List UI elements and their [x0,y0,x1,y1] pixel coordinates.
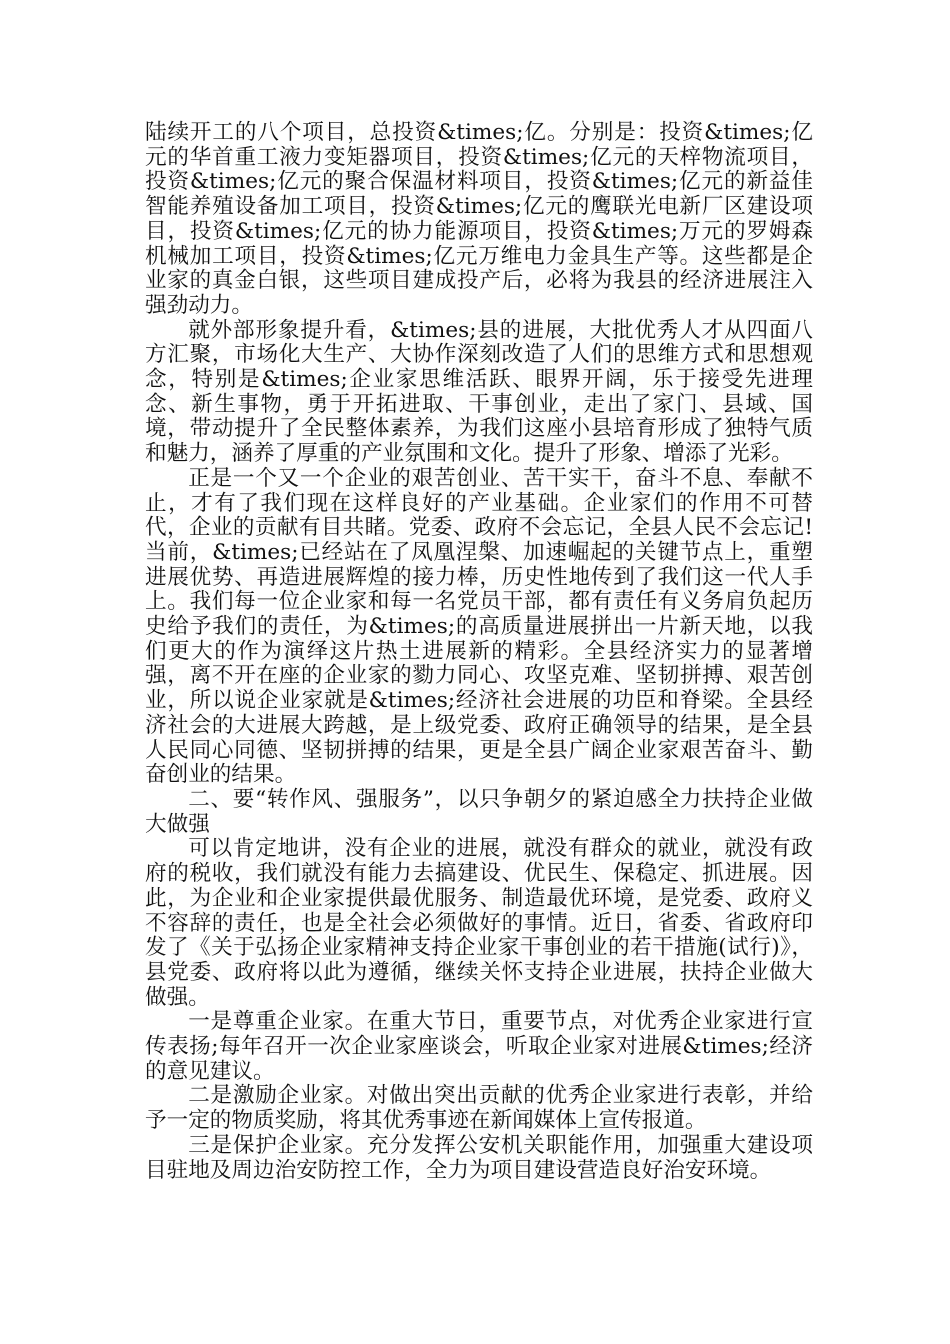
section-heading-improve-service: 二、要“转作风、强服务”，以只争朝夕的紧迫感全力扶持企业做大做强 [145,786,813,837]
paragraph-continuation: 陆续开工的八个项目，总投资&times;亿。分别是：投资&times;亿元的华首重工液力变矩器项目，投资&times;亿元的天梓物流项目，投资&times;亿元的聚合保温材料项目，投资&times;亿元的新益佳智能养殖设备加工项目，投资&times;亿元的鹰联光电新厂区建设项目，投资&times;亿元的协力能源项目，投资&times;万元的罗姆森机械加工项目，投资&times;亿元万维电力金具生产等。这些都是企业家的真金白银，这些项目建成投产后，必将为我县的经济进展注入强劲动力。 [145,120,813,318]
paragraph-external-image: 就外部形象提升看，&times;县的进展，大批优秀人才从四面八方汇聚，市场化大生产、大协作深刻改造了人们的思维方式和思想观念，特别是&times;企业家思维活跃、眼界开阔，乐于接受先进理念、新生事物，勇于开拓进取、干事创业，走出了家门、县域、国境，带动提升了全民整体素养，为我们这座小县培育形成了独特气质和魅力，涵养了厚重的产业氛围和文化。提升了形象、增添了光彩。 [145,317,813,467]
paragraph-entrepreneur-contribution: 正是一个又一个企业的艰苦创业、苦干实干，奋斗不息、奉献不止，才有了我们现在这样良好的产业基础。企业家们的作用不可替代，企业的贡献有目共睹。党委、政府不会忘记，全县人民不会忘记!当前，&times;已经站在了凤凰涅槃、加速崛起的关键节点上，重塑进展优势、再造进展辉煌的接力棒，历史性地传到了我们这一代人手上。我们每一位企业家和每一名党员干部，都有责任有义务肩负起历史给予我们的责任，为&times;的高质量进展拼出一片新天地，以我们更大的作为演绎这片热土进展新的精彩。全县经济实力的显著增强，离不开在座的企业家的勠力同心、攻坚克难、坚韧拼搏、艰苦创业，所以说企业家就是&times;经济社会进展的功臣和脊梁。全县经济社会的大进展大跨越，是上级党委、政府正确领导的结果，是全县人民同心同德、坚韧拼搏的结果，更是全县广阔企业家艰苦奋斗、勤奋创业的结果。 [145,465,813,788]
paragraph-encourage-entrepreneurs: 二是激励企业家。对做出突出贡献的优秀企业家进行表彰，并给予一定的物质奖励，将其优秀事迹在新闻媒体上宣传报道。 [145,1083,813,1134]
paragraph-respect-entrepreneurs: 一是尊重企业家。在重大节日，重要节点，对优秀企业家进行宣传表扬;每年召开一次企业家座谈会，听取企业家对进展&times;经济的意见建议。 [145,1009,813,1084]
paragraph-protect-entrepreneurs: 三是保护企业家。充分发挥公安机关职能作用，加强重大建设项目驻地及周边治安防控工作，全力为项目建设营造良好治安环境。 [145,1132,813,1183]
document-body [145,121,813,1183]
paragraph-support-enterprises: 可以肯定地讲，没有企业的进展，就没有群众的就业，就没有政府的税收，我们就没有能力去搞建设、优民生、保稳定、抓进展。因此，为企业和企业家提供最优服务、制造最优环境，是党委、政府义不容辞的责任，也是全社会必须做好的事情。近日，省委、省政府印发了《关于弘扬企业家精神支持企业家干事创业的若干措施(试行)》，县党委、政府将以此为遵循，继续关怀支持企业进展，扶持企业做大做强。 [145,836,813,1010]
